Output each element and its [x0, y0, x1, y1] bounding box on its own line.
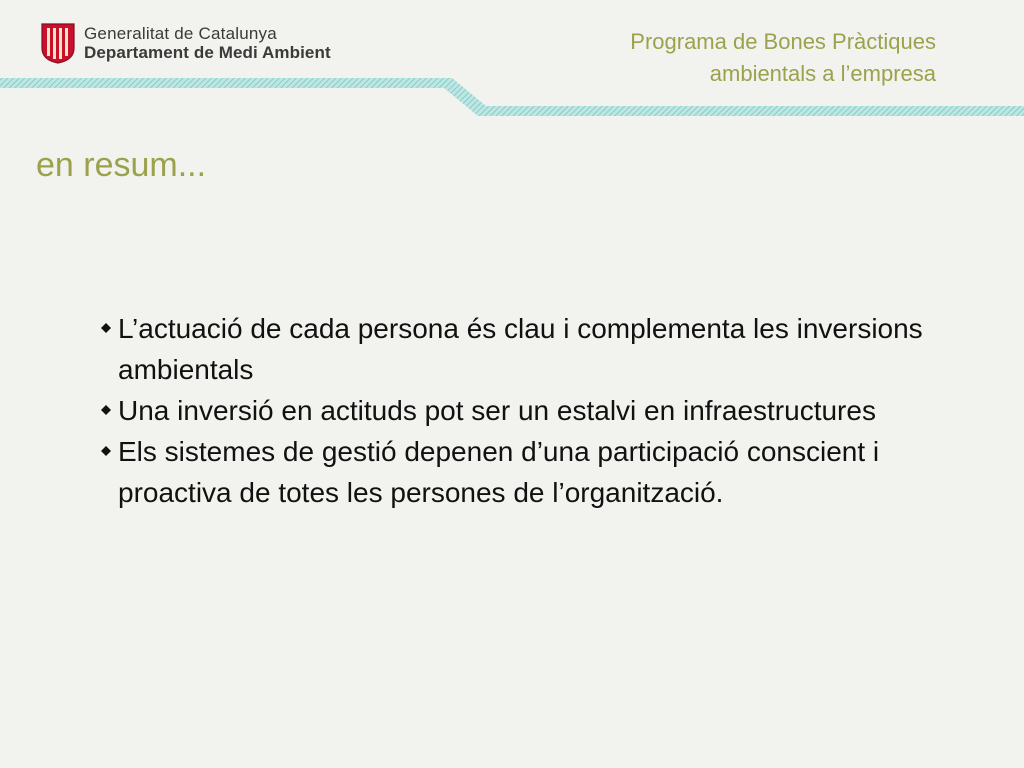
organization-name — [84, 24, 331, 62]
slide-title: en resum... — [36, 146, 207, 184]
diamond-bullet-icon — [100, 445, 112, 457]
list-item-text: Una inversió en actituds pot ser un estalvi en infraestructures — [118, 395, 876, 426]
program-title-line1: Programa de Bones Pràctiques — [630, 29, 936, 54]
summary-list — [100, 308, 960, 513]
list-item — [100, 390, 960, 431]
diamond-bullet-icon — [100, 404, 112, 416]
diamond-bullet-icon — [100, 322, 112, 334]
org-name-line2: Departament de Medi Ambient — [84, 43, 331, 62]
list-item — [100, 431, 960, 513]
header-band — [0, 74, 1024, 118]
senyera-shield-icon — [40, 22, 76, 64]
list-item-text: L’actuació de cada persona és clau i complementa les inversions ambientals — [118, 313, 923, 385]
org-name-line1: Generalitat de Catalunya — [84, 24, 277, 43]
program-title-line2: ambientals a l’empresa — [709, 61, 936, 86]
list-item-text: Els sistemes de gestió depenen d’una participació conscient i proactiva de totes les persones de l’organització. — [118, 436, 880, 508]
list-item — [100, 308, 960, 390]
